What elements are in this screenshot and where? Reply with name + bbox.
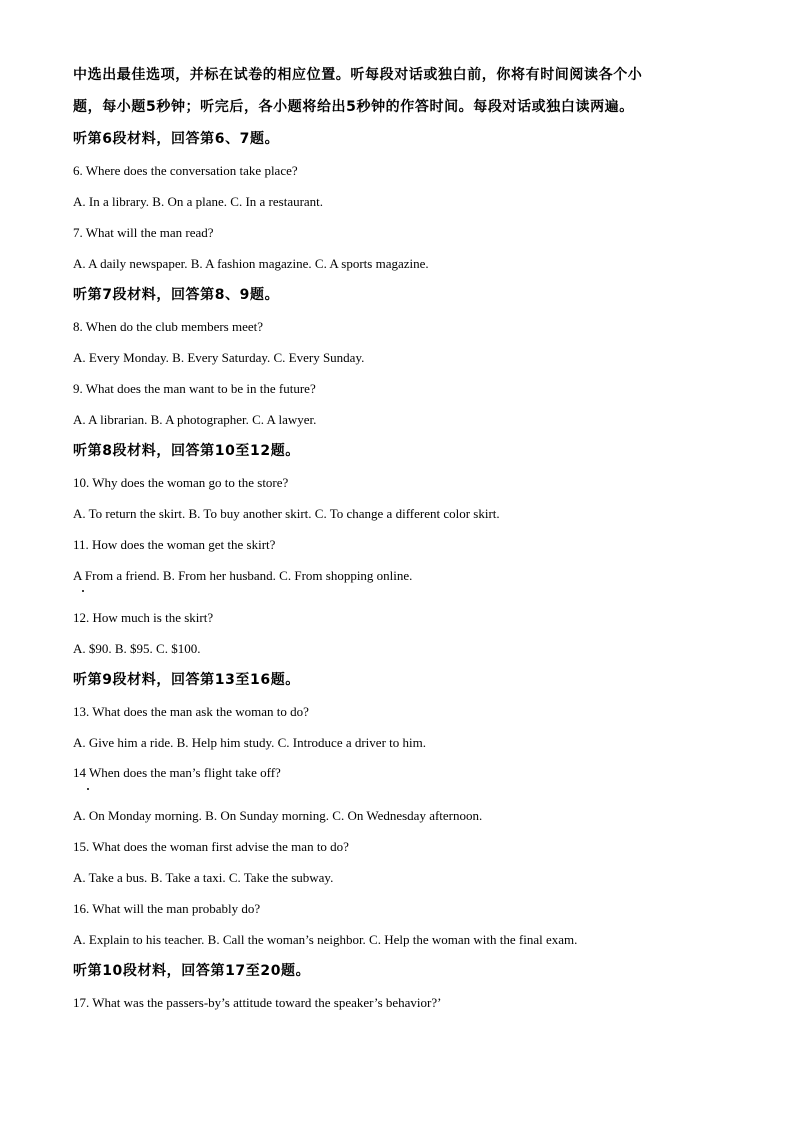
question-11-options: A From a friend. B. From her husband. C. From shopping online. bbox=[73, 568, 413, 583]
section-heading-8: 听第8段材料，回答第10至12题。 bbox=[73, 443, 300, 459]
section-heading-9: 听第9段材料，回答第13至16题。 bbox=[73, 672, 300, 688]
question-16-stem: 16. What will the man probably do? bbox=[73, 901, 261, 916]
question-13-options: A. Give him a ride. B. Help him study. C. Introduce a driver to him. bbox=[73, 735, 426, 750]
question-14-stem: 14 When does the man’s flight take off? bbox=[73, 765, 281, 780]
question-14-options: A. On Monday morning. B. On Sunday morning. C. On Wednesday afternoon. bbox=[73, 808, 483, 823]
section-heading-10: 听第10段材料，回答第17至20题。 bbox=[73, 963, 311, 979]
question-15-options: A. Take a bus. B. Take a taxi. C. Take the subway. bbox=[73, 870, 334, 885]
question-7-stem: 7. What will the man read? bbox=[73, 225, 214, 240]
question-16-options: A. Explain to his teacher. B. Call the woman’s neighbor. C. Help the woman with the final exam. bbox=[73, 932, 578, 947]
stray-mark bbox=[87, 788, 89, 790]
question-8-options: A. Every Monday. B. Every Saturday. C. Every Sunday. bbox=[73, 350, 365, 365]
question-7-options: A. A daily newspaper. B. A fashion magazine. C. A sports magazine. bbox=[73, 256, 429, 271]
section-heading-7: 听第7段材料，回答第8、9题。 bbox=[73, 287, 280, 303]
question-12-options: A. $90. B. $95. C. $100. bbox=[73, 641, 201, 656]
question-9-stem: 9. What does the man want to be in the future? bbox=[73, 381, 316, 396]
question-6-options: A. In a library. B. On a plane. C. In a restaurant. bbox=[73, 194, 324, 209]
question-10-stem: 10. Why does the woman go to the store? bbox=[73, 475, 289, 490]
question-13-stem: 13. What does the man ask the woman to do? bbox=[73, 704, 309, 719]
question-17-stem: 17. What was the passers-by’s attitude toward the speaker’s behavior?’ bbox=[73, 995, 442, 1010]
question-8-stem: 8. When do the club members meet? bbox=[73, 319, 264, 334]
stray-mark bbox=[82, 590, 84, 592]
question-10-options: A. To return the skirt. B. To buy another skirt. C. To change a different color skirt. bbox=[73, 506, 500, 521]
question-12-stem: 12. How much is the skirt? bbox=[73, 610, 214, 625]
intro-line-2: 题，每小题5秒钟；听完后，各小题将给出5秒钟的作答时间。每段对话或独白读两遍。 bbox=[73, 99, 634, 115]
question-15-stem: 15. What does the woman first advise the man to do? bbox=[73, 839, 349, 854]
section-heading-6: 听第6段材料，回答第6、7题。 bbox=[73, 131, 280, 147]
question-11-stem: 11. How does the woman get the skirt? bbox=[73, 537, 276, 552]
question-6-stem: 6. Where does the conversation take place? bbox=[73, 163, 298, 178]
intro-line-1: 中选出最佳选项，并标在试卷的相应位置。听每段对话或独白前，你将有时间阅读各个小 bbox=[73, 67, 643, 83]
question-9-options: A. A librarian. B. A photographer. C. A lawyer. bbox=[73, 412, 317, 427]
